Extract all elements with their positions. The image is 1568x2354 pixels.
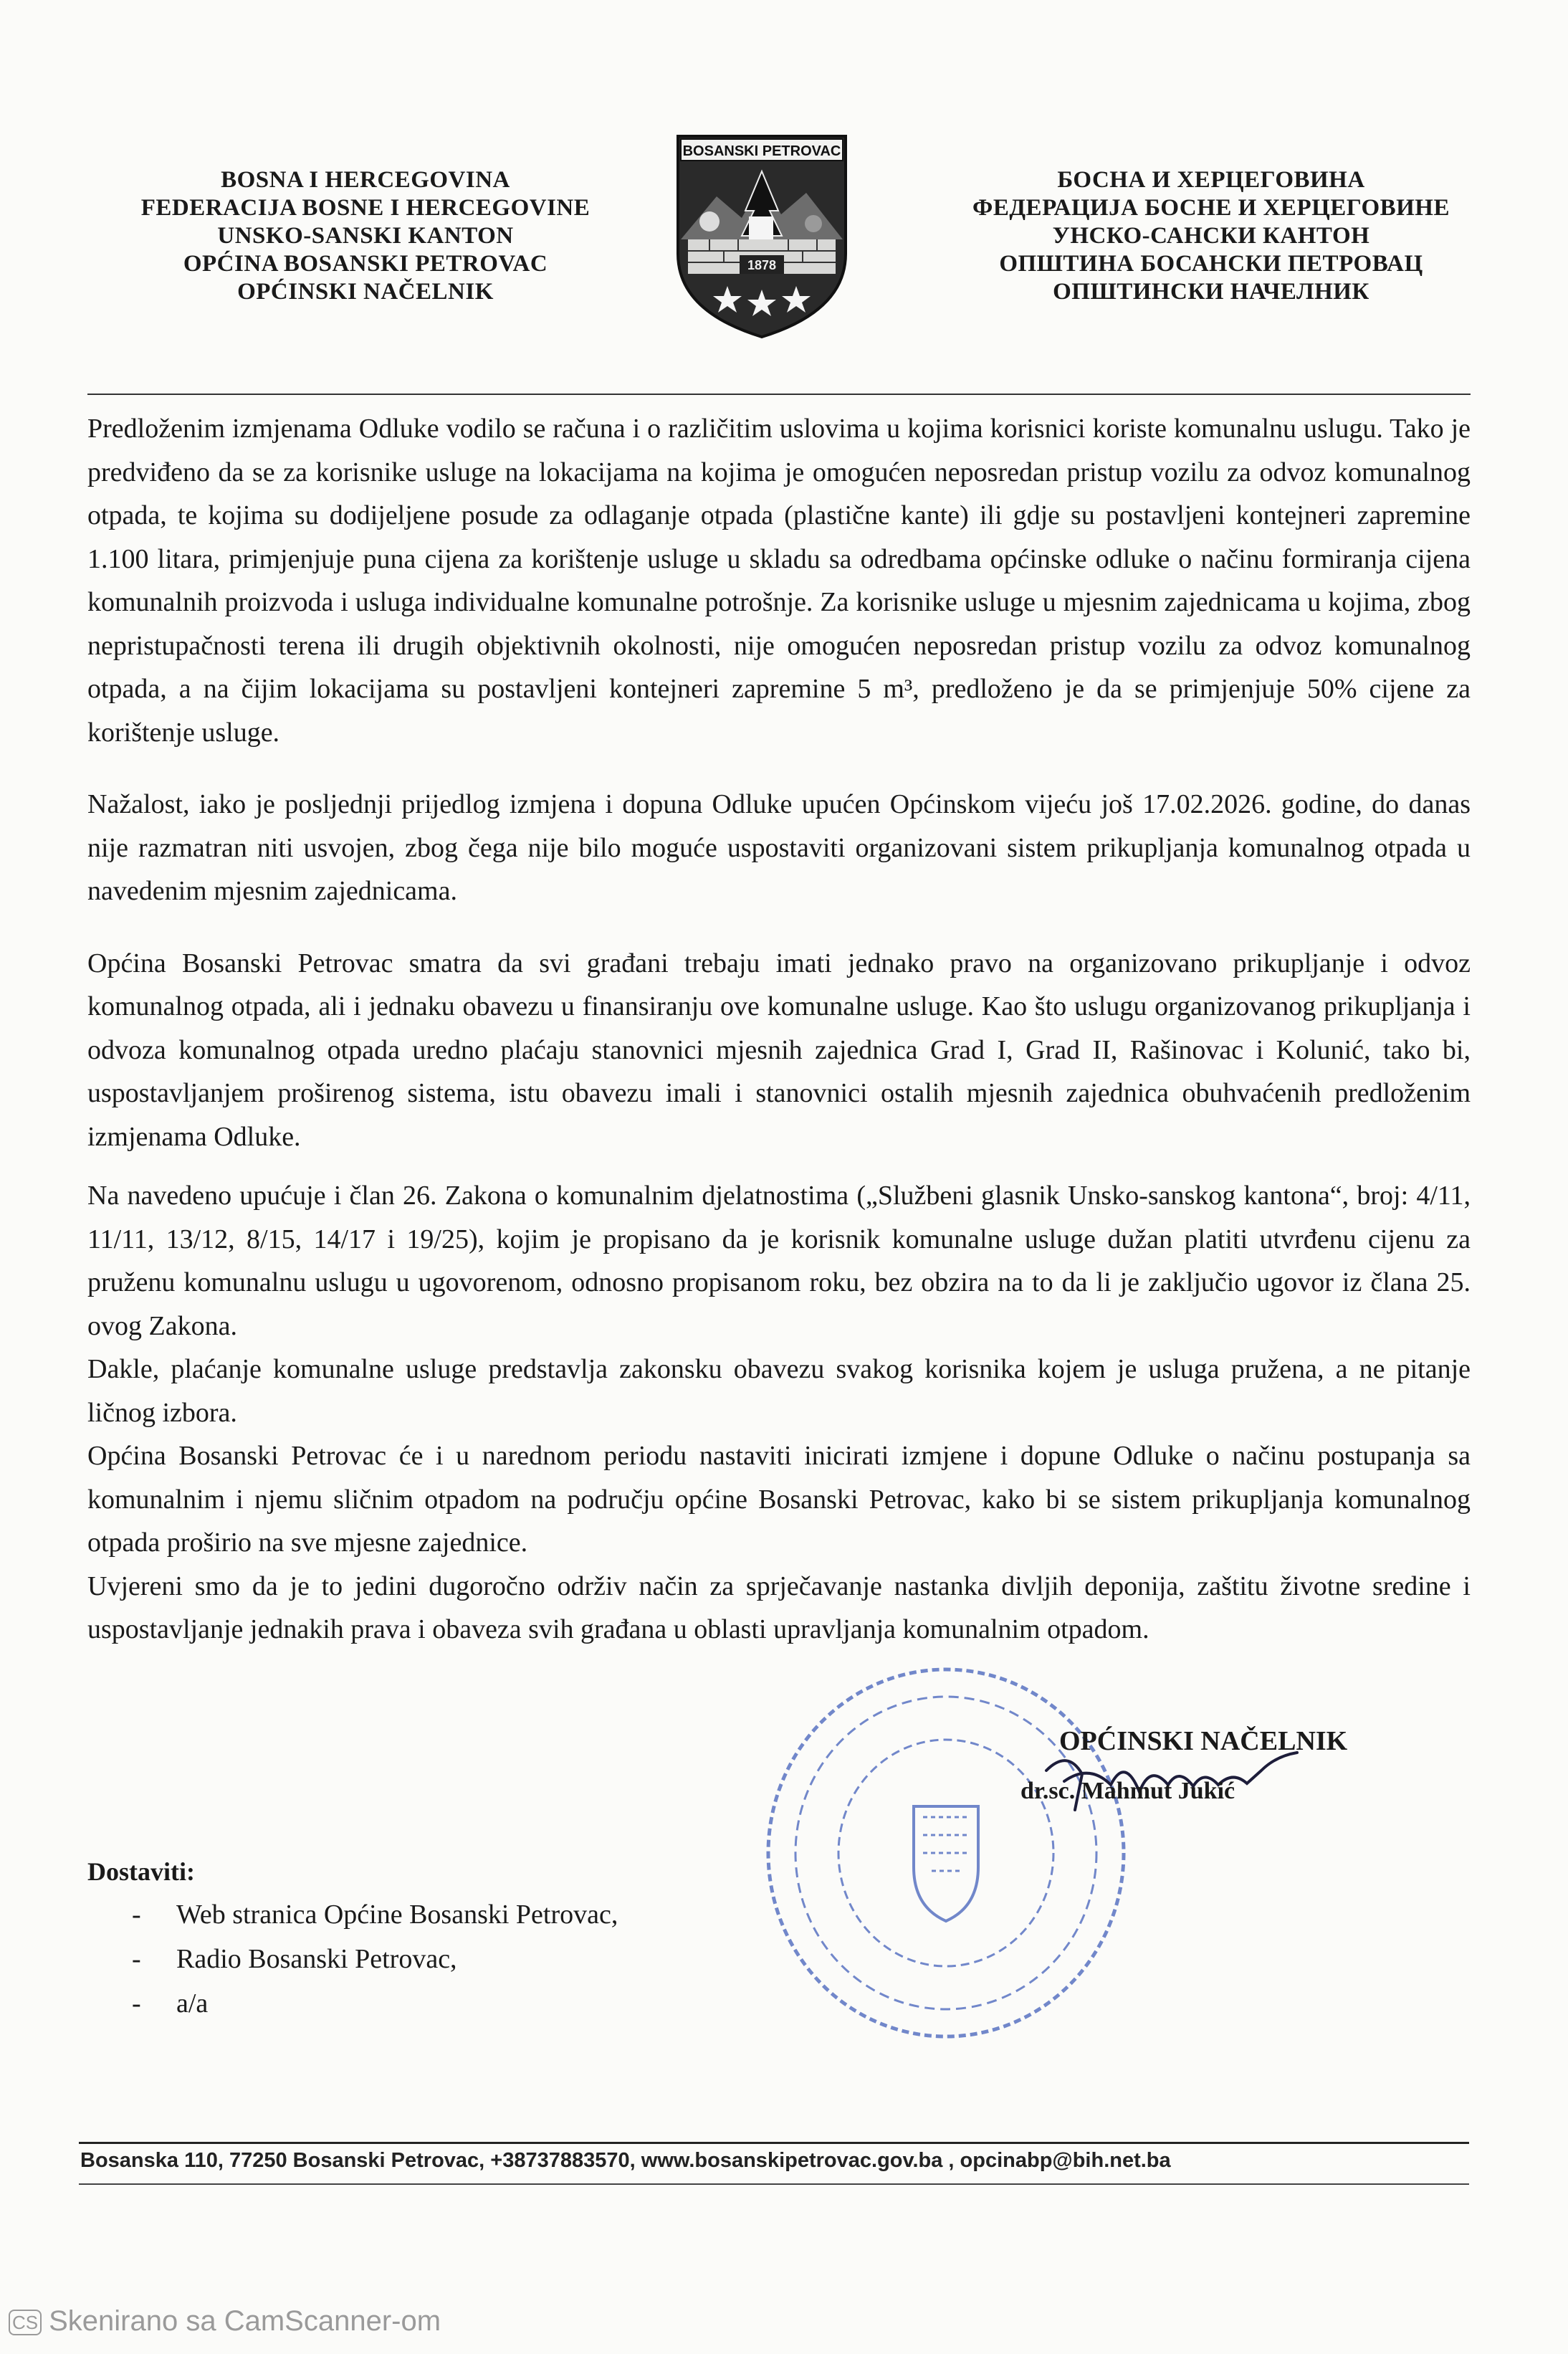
letter-body <box>87 407 1471 1652</box>
paragraph: Općina Bosanski Petrovac smatra da svi građani trebaju imati jednako pravo na organizovano prikupljanje i odvoz komunalnog otpada, ali i jednaku obavezu u finansiranju ove komunalne usluge. Kao što uslugu organizovanog prikupljanja i odvoza komunalnog otpada uredno plaćaju stanovnici mjesnih zajednica Grad I, Grad II, Rašinovac i Kolunić, tako bi, uspostavljanjem proširenog sistema, istu obavezu imali i stanovnici ostalih mjesnih zajednica obuhvaćenih predloženim izmjenama Odluke. <box>87 948 1471 1152</box>
header-canton: UNSKO-SANSKI KANTON <box>217 223 514 249</box>
paragraph: Nažalost, iako je posljednji prijedlog izmjena i dopuna Odluke upućen Općinskom vijeću još 17.02.2026. godine, do danas nije razmatran niti usvojen, zbog čega nije bilo moguće uspostaviti organizovani sistem prikupljanja komunalnog otpada u navedenim mjesnim zajednicama. <box>87 789 1471 906</box>
list-bullet: - <box>132 1944 141 1974</box>
header-canton-cyr: УНСКО-САНСКИ КАНТОН <box>1052 223 1370 249</box>
footer-divider <box>79 2142 1469 2144</box>
distribution-list <box>87 1892 618 2026</box>
paragraph: Uvjereni smo da je to jedini dugoročno održiv način za sprječavanje nastanka divljih deponija, zaštitu životne sredine i uspostavljanje jednakih prava i obaveza svih građana u oblasti upravljanja komunalnim otpadom. <box>87 1571 1471 1644</box>
list-bullet: - <box>132 1900 141 1930</box>
signatory-name: dr.sc. Mahmut Jukić <box>1020 1778 1235 1804</box>
official-stamp <box>760 1663 1132 2043</box>
scanner-watermark <box>9 2307 441 2335</box>
list-item <box>87 1937 618 1981</box>
header-federation: FEDERACIJA BOSNE I HERCEGOVINE <box>140 195 591 221</box>
header-office-cyr: ОПШТИНСКИ НАЧЕЛНИК <box>1053 279 1369 305</box>
municipality-coat-of-arms <box>674 132 850 340</box>
camscanner-icon: CS <box>9 2310 42 2335</box>
header-office: OPĆINSKI NAČELNIK <box>237 279 494 305</box>
footer-contact: Bosanska 110, 77250 Bosanski Petrovac, +38737883570, www.bosanskipetrovac.gov.ba , opcinabp@bih.net.ba <box>80 2149 1171 2172</box>
header-cyrillic <box>924 166 1498 306</box>
header-country: BOSNA I HERCEGOVINA <box>221 167 510 193</box>
crest-year: 1878 <box>747 258 777 272</box>
list-item-text: a/a <box>176 1988 209 2019</box>
header-divider <box>87 394 1471 395</box>
header-municipality: OPĆINA BOSANSKI PETROVAC <box>183 251 548 277</box>
distribution-title: Dostaviti: <box>87 1857 195 1886</box>
watermark-text: Skenirano sa CamScanner-om <box>49 2305 441 2337</box>
paragraph: Na navedeno upućuje i član 26. Zakona o komunalnim djelatnostima („Službeni glasnik Unsko-sanskog kantona“, broj: 4/11, 11/11, 13/12, 8/15, 14/17 i 19/25), kojim je propisano da je korisnik komunalne usluge dužan platiti utvrđenu cijenu za pruženu komunalnu uslugu u ugovorenom, odnosno propisanom roku, bez obzira na to da li je zaključio ugovor iz člana 25. ovog Zakona. <box>87 1181 1471 1341</box>
paragraph: Dakle, plaćanje komunalne usluge predstavlja zakonsku obavezu svakog korisnika kojem je usluga pružena, a ne pitanje ličnog izbora. <box>87 1354 1471 1428</box>
header-federation-cyr: ФЕДЕРАЦИЈА БОСНЕ И ХЕРЦЕГОВИНЕ <box>972 195 1450 221</box>
header-latin <box>107 166 623 306</box>
footer-divider-lower <box>79 2183 1469 2185</box>
crest-label: BOSANSKI PETROVAC <box>682 143 841 159</box>
signature-title: OPĆINSKI NAČELNIK <box>1059 1726 1348 1756</box>
header-country-cyr: БОСНА И ХЕРЦЕГОВИНА <box>1057 167 1365 193</box>
header-municipality-cyr: ОПШТИНА БОСАНСКИ ПЕТРОВАЦ <box>999 251 1423 277</box>
paragraph: Općina Bosanski Petrovac će i u narednom periodu nastaviti inicirati izmjene i dopune Odluke o načinu postupanja sa komunalnim i njemu sličnim otpadom na području općine Bosanski Petrovac, kako bi se sistem prikupljanja komunalnog otpada proširio na sve mjesne zajednice. <box>87 1441 1471 1558</box>
list-bullet: - <box>132 1988 141 2019</box>
list-item <box>87 1981 618 2026</box>
list-item-text: Web stranica Općine Bosanski Petrovac, <box>176 1900 618 1930</box>
paragraph: Predloženim izmjenama Odluke vodilo se računa i o različitim uslovima u kojima korisnici koriste komunalnu uslugu. Tako je predviđeno da se za korisnike usluge na lokacijama na kojima je omogućen neposredan pristup vozilu za odvoz komunalnog otpada, te kojima su dodijeljene posude za odlaganje otpada (plastične kante) ili gdje su postavljeni kontejneri zapremine 1.100 litara, primjenjuje puna cijena za korištenje usluge u skladu sa odredbama općinske odluke o načinu formiranja cijena komunalnih proizvoda i usluga individualne komunalne potrošnje. Za korisnike usluge u mjesnim zajednicama u kojima, zbog nepristupačnosti terena ili drugih objektivnih okolnosti, nije omogućen neposredan pristup vozilu za odvoz komunalnog otpada, a na čijim lokacijama su postavljeni kontejneri zapremine 5 m³, predloženo je da se primjenjuje 50% cijene za korištenje usluge. <box>87 414 1471 748</box>
list-item-text: Radio Bosanski Petrovac, <box>176 1944 457 1974</box>
list-item <box>87 1892 618 1937</box>
